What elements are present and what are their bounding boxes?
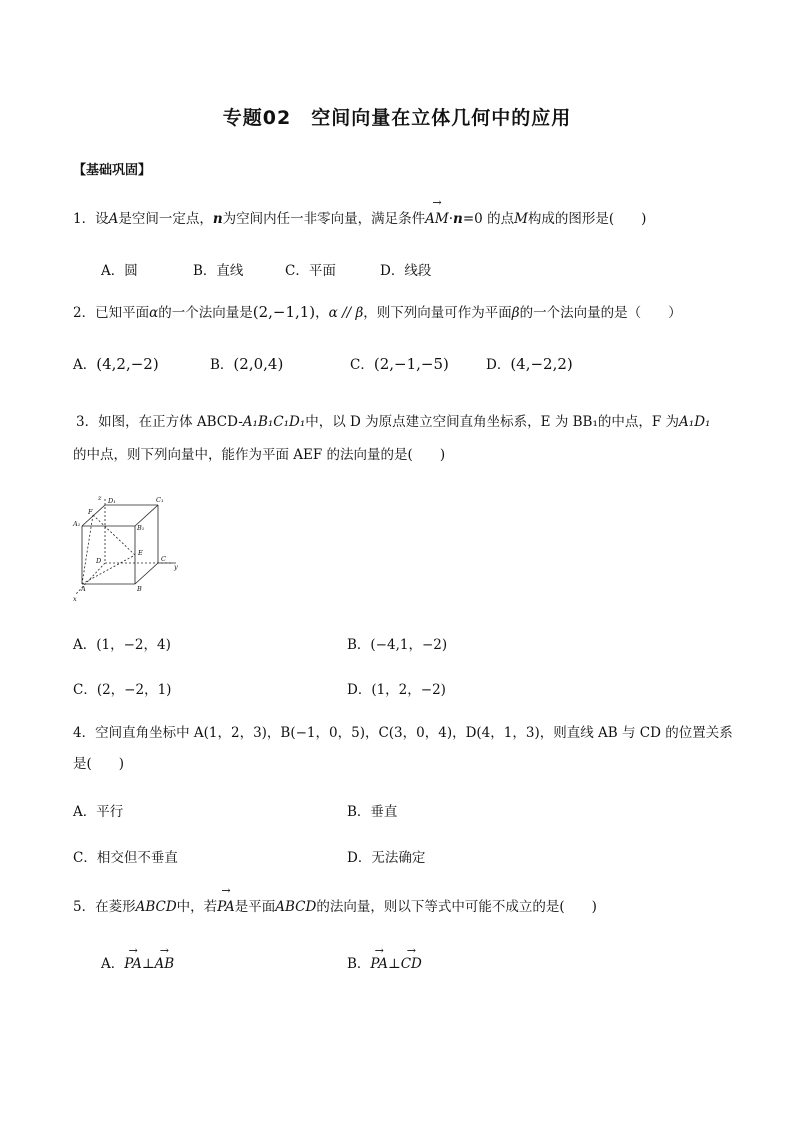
vertex-c1-label: C₁ [156, 496, 164, 504]
page-title: 专题02 空间向量在立体几何中的应用 [222, 107, 572, 129]
point-f-label: F [88, 508, 93, 516]
question-5-option-a: A．→ PA⊥→ AB [101, 952, 174, 972]
question-3-option-a: A．(1，−2，4) [73, 637, 171, 653]
section-heading: 【基础巩固】 [73, 163, 152, 178]
question-3-stem-line-1: 3．如图，在正方体 ABCD-A₁B₁C₁D₁中，以 D 为原点建立空间直角坐标系，E 为 BB₁的中点，F 为A₁D₁ [76, 414, 711, 430]
question-2-option-a: A．(4,2,−2) [73, 355, 159, 373]
question-5-option-b: B．→ PA⊥→ CD [347, 952, 422, 972]
question-4-option-c: C．相交但不垂直 [73, 850, 178, 866]
axis-z-label: z [98, 494, 102, 502]
axis-x-label: x [73, 595, 77, 603]
point-e-label: E [138, 549, 143, 557]
question-1-option-b: B．直线 [193, 263, 244, 279]
question-2-option-b: B．(2,0,4) [210, 355, 284, 373]
question-3-option-d: D．(1，2，−2) [347, 682, 446, 698]
question-2-stem: 2．已知平面α的一个法向量是(2,−1,1)，α // β，则下列向量可作为平面β的一个法向量的是（ ） [73, 303, 682, 321]
axis-y-label: y [174, 563, 178, 571]
vertex-a-label: A [81, 585, 86, 593]
question-1-option-a: A．圆 [101, 263, 138, 279]
question-4-option-d: D．无法确定 [347, 850, 426, 866]
question-4-option-b: B．垂直 [347, 804, 398, 820]
question-4-stem-line-1: 4．空间直角坐标中 A(1，2，3)，B(−1，0，5)，C(3，0，4)，D(4，1，3)，则直线 AB 与 CD 的位置关系 [73, 725, 733, 741]
question-4-option-a: A．平行 [73, 804, 124, 820]
cube-figure [70, 493, 185, 603]
question-2-option-c: C．(2,−1,−5) [350, 355, 449, 373]
question-2-option-d: D．(4,−2,2) [486, 355, 573, 373]
question-3-option-b: B．(−4,1，−2) [347, 637, 448, 653]
vertex-a1-label: A₁ [73, 520, 81, 528]
vertex-b-label: B [137, 585, 142, 593]
vertex-b1-label: B₁ [137, 524, 145, 532]
question-1-option-d: D．线段 [380, 263, 432, 279]
vertex-c-label: C [161, 555, 166, 563]
question-4-stem-line-2: 是( ) [73, 756, 125, 772]
vertex-d1-label: D₁ [108, 497, 116, 505]
vertex-d-label: D [96, 557, 102, 565]
question-1-stem: 1．设A是空间一定点，n为空间内任一非零向量，满足条件→ AM·n=0 的点M构成的图形是( ) [73, 208, 646, 230]
question-5-stem: 5．在菱形ABCD中，若→ PA是平面ABCD的法向量，则以下等式中可能不成立的是( ) [73, 896, 597, 918]
vector-am: → AM [425, 208, 449, 230]
question-1-option-c: C．平面 [285, 263, 336, 279]
question-3-option-c: C．(2，−2，1) [73, 682, 172, 698]
vector-pa: → PA [217, 896, 235, 918]
question-3-stem-line-2: 的中点，则下列向量中，能作为平面 AEF 的法向量的是( ) [73, 447, 446, 463]
